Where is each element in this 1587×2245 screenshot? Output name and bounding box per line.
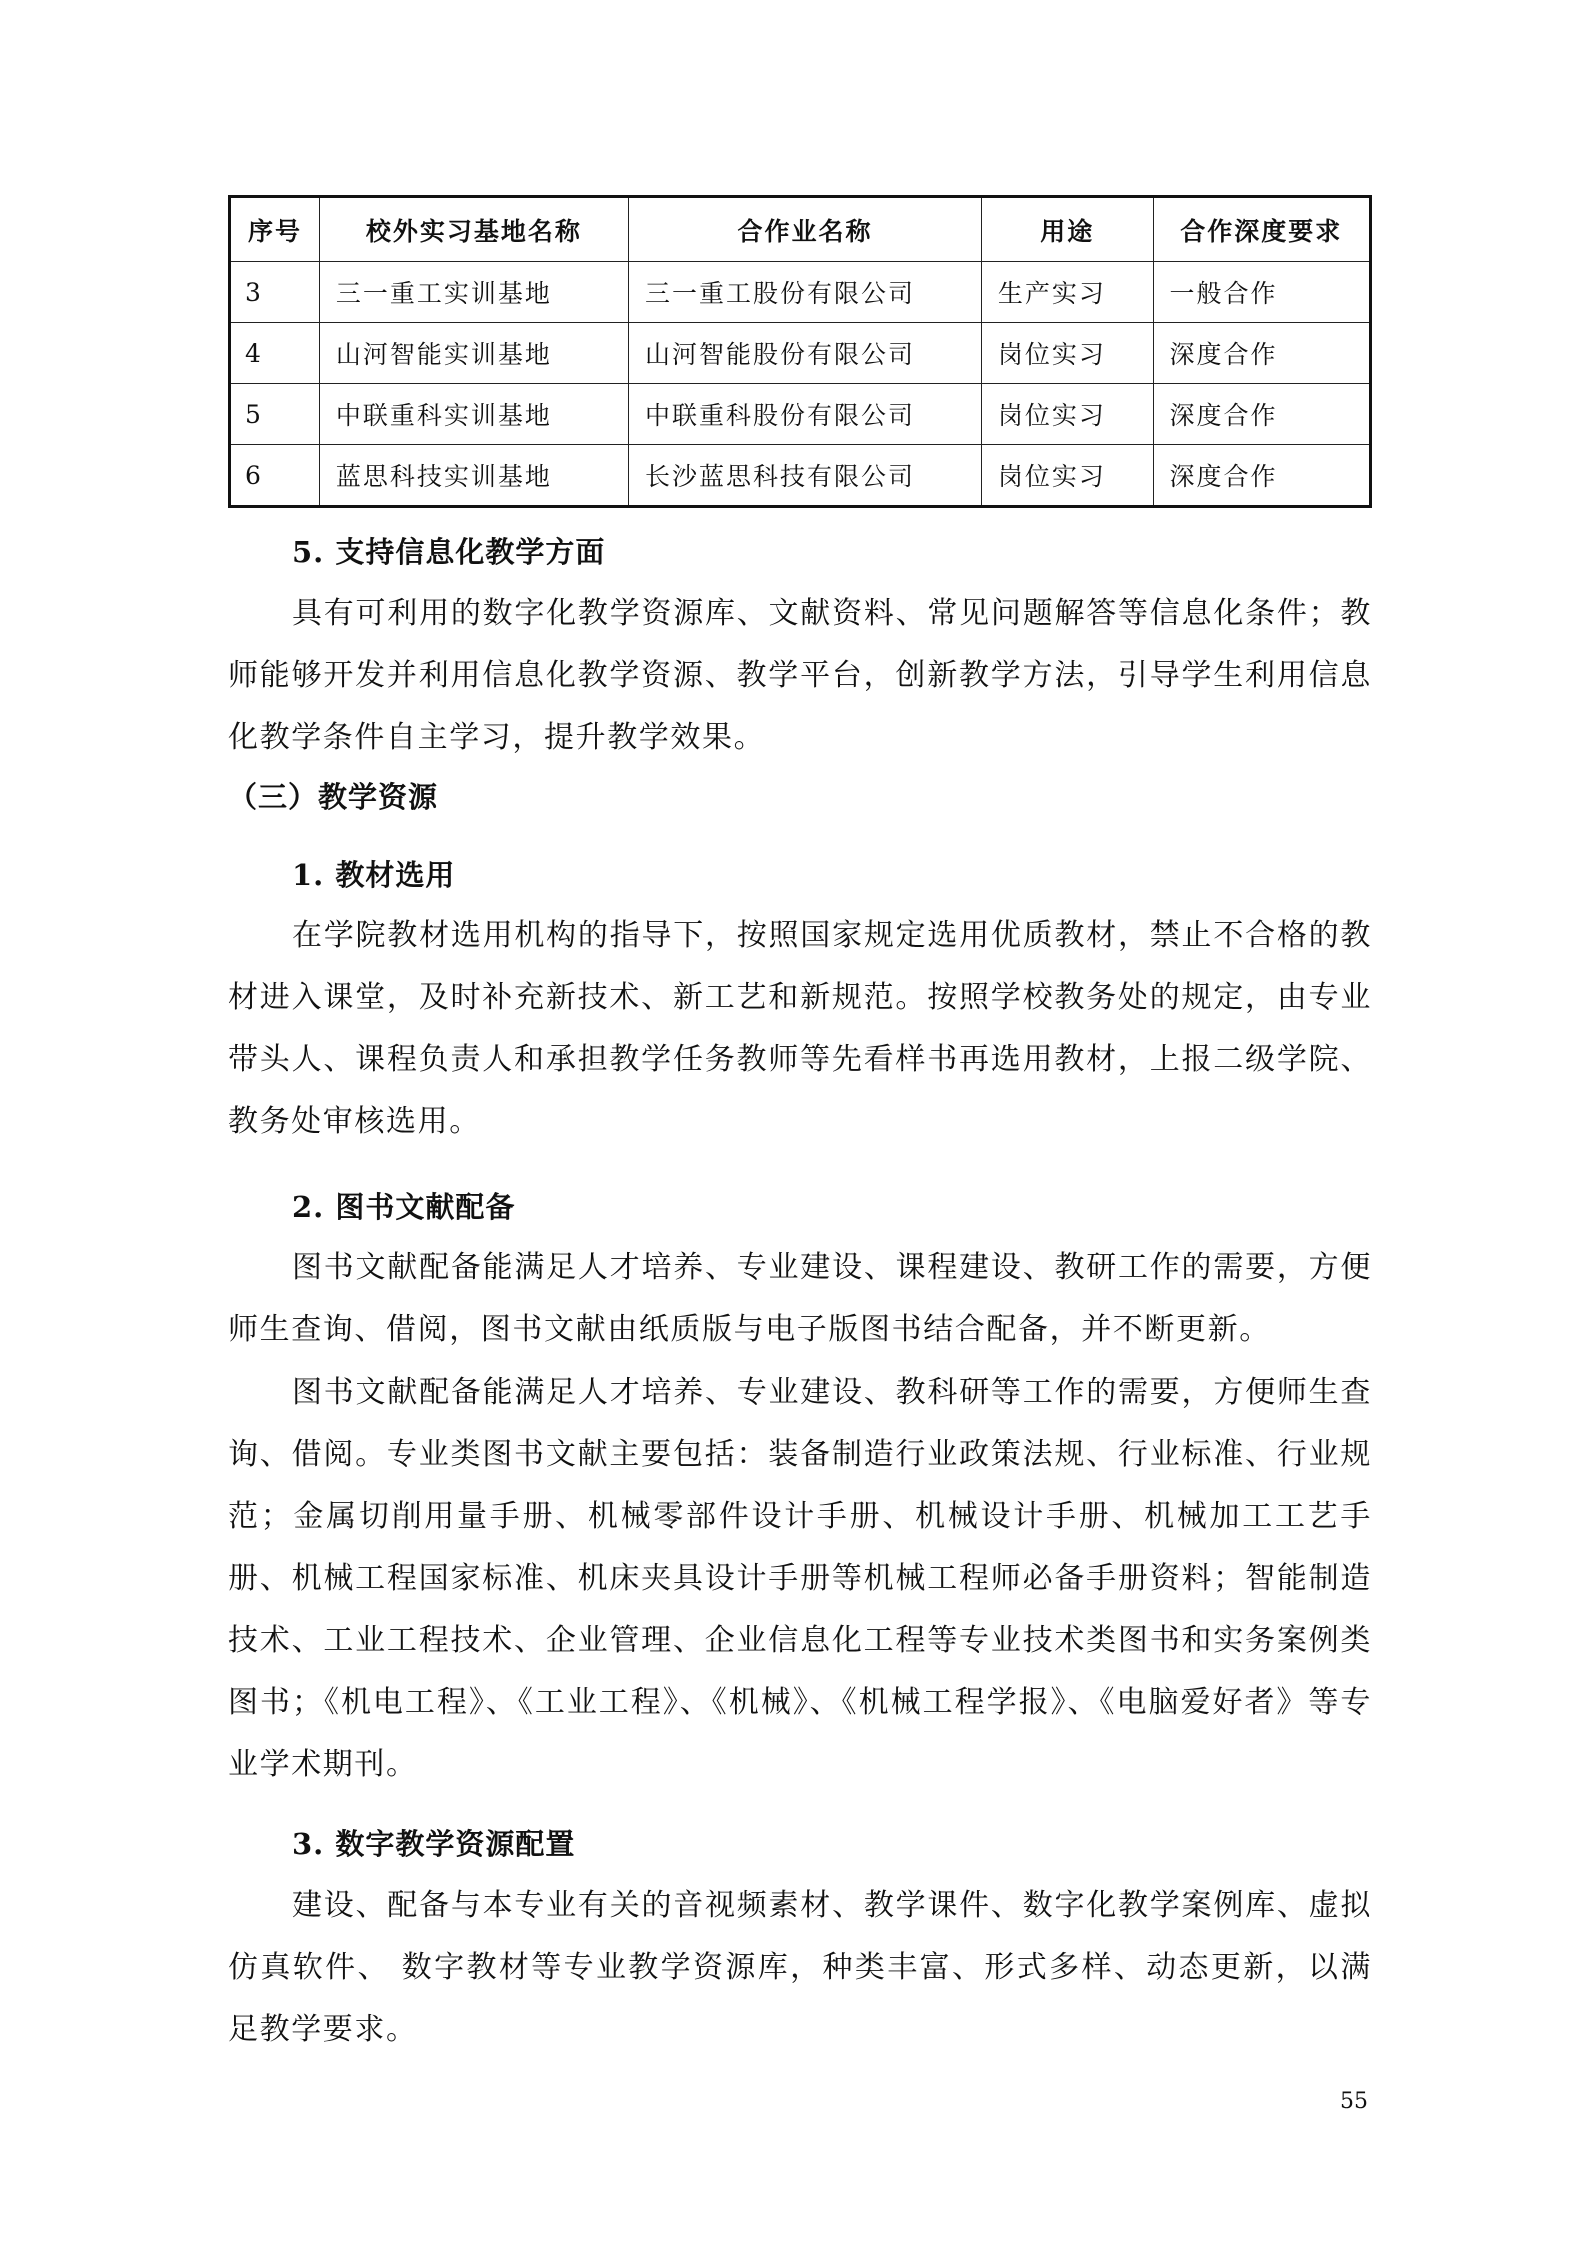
table-cell: 蓝思科技实训基地 xyxy=(319,445,628,507)
section-3-paragraph: 建设、配备与本专业有关的音视频素材、教学课件、数字化教学案例库、虚拟仿真软件、 数字教材等专业教学资源库，种类丰富、形式多样、动态更新，以满足教学要求。 xyxy=(228,1888,1372,2047)
section-2-paragraph-1: 图书文献配备能满足人才培养、专业建设、课程建设、教研工作的需要，方便师生查询、借阅，图书文献由纸质版与电子版图书结合配备，并不断更新。 xyxy=(228,1250,1372,1347)
table-cell: 岗位实习 xyxy=(981,384,1153,445)
table-cell: 长沙蓝思科技有限公司 xyxy=(628,445,981,507)
table-header-row xyxy=(230,197,1371,262)
header-cell: 序号 xyxy=(230,197,320,262)
table-cell: 岗位实习 xyxy=(981,445,1153,507)
table-cell: 5 xyxy=(230,384,320,445)
section-1-paragraph: 在学院教材选用机构的指导下，按照国家规定选用优质教材，禁止不合格的教材进入课堂，及时补充新技术、新工艺和新规范。按照学校教务处的规定，由专业带头人、课程负责人和承担教学任务教师等先看样书再选用教材，上报二级学院、教务处审核选用。 xyxy=(228,918,1372,1139)
table-row xyxy=(230,323,1371,384)
header-cell: 用途 xyxy=(981,197,1153,262)
section-3-title: 3. 数字教学资源配置 xyxy=(292,1827,576,1861)
table-cell: 生产实习 xyxy=(981,262,1153,323)
part-3-title: （三）教学资源 xyxy=(228,780,439,814)
table-cell: 山河智能实训基地 xyxy=(319,323,628,384)
section-5-title: 5. 支持信息化教学方面 xyxy=(292,535,606,569)
table-cell: 三一重工实训基地 xyxy=(319,262,628,323)
table-cell: 岗位实习 xyxy=(981,323,1153,384)
section-2-paragraph-2: 图书文献配备能满足人才培养、专业建设、教科研等工作的需要，方便师生查询、借阅。专业类图书文献主要包括：装备制造行业政策法规、行业标准、行业规范；金属切削用量手册、机械零部件设计手册、机械设计手册、机械加工工艺手册、机械工程国家标准、机床夹具设计手册等机械工程师必备手册资料；智能制造技术、工业工程技术、企业管理、企业信息化工程等专业技术类图书和实务案例类图书；《机电工程》、《工业工程》、《机械》、《机械工程学报》、《电脑爱好者》等专业学术期刊。 xyxy=(228,1375,1372,1782)
section-1-title: 1. 教材选用 xyxy=(292,858,456,892)
table-row xyxy=(230,445,1371,507)
table-cell: 深度合作 xyxy=(1153,445,1370,507)
table-cell: 中联重科股份有限公司 xyxy=(628,384,981,445)
table-cell: 深度合作 xyxy=(1153,384,1370,445)
table-row xyxy=(230,262,1371,323)
section-2-title: 2. 图书文献配备 xyxy=(292,1190,516,1224)
table-cell: 6 xyxy=(230,445,320,507)
header-cell: 合作业名称 xyxy=(628,197,981,262)
practice-base-table xyxy=(228,195,1372,508)
header-cell: 合作深度要求 xyxy=(1153,197,1370,262)
table-cell: 三一重工股份有限公司 xyxy=(628,262,981,323)
table-cell: 中联重科实训基地 xyxy=(319,384,628,445)
table-row xyxy=(230,384,1371,445)
table-cell: 3 xyxy=(230,262,320,323)
section-5-paragraph: 具有可利用的数字化教学资源库、文献资料、常见问题解答等信息化条件；教师能够开发并利用信息化教学资源、教学平台，创新教学方法，引导学生利用信息化教学条件自主学习，提升教学效果。 xyxy=(228,596,1372,755)
table-cell: 深度合作 xyxy=(1153,323,1370,384)
table-cell: 4 xyxy=(230,323,320,384)
header-cell: 校外实习基地名称 xyxy=(319,197,628,262)
page-number: 55 xyxy=(1340,2089,1368,2114)
table-cell: 山河智能股份有限公司 xyxy=(628,323,981,384)
table-cell: 一般合作 xyxy=(1153,262,1370,323)
